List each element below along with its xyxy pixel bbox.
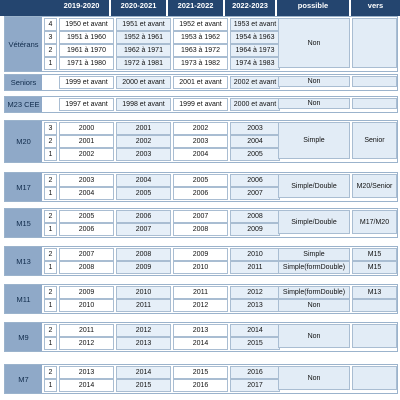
possible-cell: Non — [278, 299, 350, 312]
header-season-1: 2019-2020 — [54, 0, 109, 16]
sub-level: 3 — [44, 31, 57, 44]
category-label: M15 — [5, 209, 42, 237]
year-cell: 2003 — [230, 122, 280, 135]
year-cell: 2008 — [116, 248, 171, 261]
year-cell: 2000 et avant — [116, 76, 171, 89]
year-cell: 1952 et avant — [173, 18, 228, 31]
sub-level: 2 — [44, 174, 57, 187]
category-label: M17 — [5, 173, 42, 201]
year-cell: 2008 — [230, 210, 280, 223]
year-cell: 1962 à 1971 — [116, 44, 171, 57]
possible-cell: Simple/Double — [278, 210, 350, 234]
year-cell: 2007 — [116, 223, 171, 236]
vers-cell: M20/Senior — [352, 174, 397, 198]
year-cell: 1973 à 1982 — [173, 57, 228, 70]
possible-cell: Non — [278, 366, 350, 390]
sub-level: 2 — [44, 324, 57, 337]
category-label: Vétérans — [5, 17, 42, 71]
year-cell: 2011 — [116, 299, 171, 312]
year-cell: 2012 — [59, 337, 114, 350]
year-cell: 2011 — [173, 286, 228, 299]
year-cell: 2006 — [59, 223, 114, 236]
year-cell: 1951 et avant — [116, 18, 171, 31]
year-cell: 2009 — [116, 261, 171, 274]
category-block — [4, 172, 398, 202]
year-cell: 2002 — [173, 122, 228, 135]
year-cell: 2004 — [59, 187, 114, 200]
header-season-2: 2020-2021 — [111, 0, 166, 16]
year-cell: 2007 — [230, 187, 280, 200]
year-cell: 1972 à 1981 — [116, 57, 171, 70]
sub-level: 1 — [44, 379, 57, 392]
possible-cell: Simple(formDouble) — [278, 286, 350, 299]
possible-cell: Simple — [278, 122, 350, 159]
sub-level: 2 — [44, 210, 57, 223]
year-cell: 1997 et avant — [59, 98, 114, 111]
year-cell: 1998 et avant — [116, 98, 171, 111]
year-cell: 1971 à 1980 — [59, 57, 114, 70]
vers-cell: M17/M20 — [352, 210, 397, 234]
year-cell: 2006 — [116, 210, 171, 223]
sub-level: 1 — [44, 261, 57, 274]
year-cell: 2005 — [59, 210, 114, 223]
category-label: M11 — [5, 285, 42, 313]
category-label: M23 CEE — [5, 97, 42, 112]
year-cell: 2001 et avant — [173, 76, 228, 89]
vers-cell: M13 — [352, 286, 397, 299]
sub-level: 1 — [44, 57, 57, 70]
possible-cell: Simple/Double — [278, 174, 350, 198]
category-block — [4, 322, 398, 352]
year-cell: 2006 — [173, 187, 228, 200]
year-cell: 1954 à 1963 — [230, 31, 280, 44]
year-cell: 2002 — [116, 135, 171, 148]
year-cell: 2006 — [230, 174, 280, 187]
year-cell: 2008 — [173, 223, 228, 236]
year-cell: 2012 — [116, 324, 171, 337]
sub-level: 3 — [44, 122, 57, 135]
possible-cell: Non — [278, 76, 350, 87]
category-block — [4, 120, 398, 163]
sub-level: 2 — [44, 286, 57, 299]
vers-cell — [352, 299, 397, 312]
sub-level: 4 — [44, 18, 57, 31]
year-cell: 2004 — [230, 135, 280, 148]
category-block — [4, 16, 398, 72]
year-cell: 2003 — [116, 148, 171, 161]
year-cell: 2010 — [230, 248, 280, 261]
year-cell: 2013 — [230, 299, 280, 312]
category-block — [4, 246, 398, 276]
vers-cell — [352, 76, 397, 87]
year-cell: 2010 — [59, 299, 114, 312]
vers-cell — [352, 366, 397, 390]
year-cell: 2002 et avant — [230, 76, 280, 89]
header-season-4: 2022-2023 — [225, 0, 275, 16]
year-cell: 2015 — [116, 379, 171, 392]
year-cell: 2013 — [59, 366, 114, 379]
year-cell: 2013 — [116, 337, 171, 350]
vers-cell: M15 — [352, 261, 397, 274]
year-cell: 2002 — [59, 148, 114, 161]
year-cell: 2000 — [59, 122, 114, 135]
year-cell: 1999 et avant — [59, 76, 114, 89]
year-cell: 2013 — [173, 324, 228, 337]
year-cell: 2010 — [173, 261, 228, 274]
year-cell: 1952 à 1961 — [116, 31, 171, 44]
sub-level: 1 — [44, 148, 57, 161]
year-cell: 1999 et avant — [173, 98, 228, 111]
category-block — [4, 364, 398, 394]
possible-cell: Simple(formDouble) — [278, 261, 350, 274]
year-cell: 2014 — [59, 379, 114, 392]
vers-cell: M15 — [352, 248, 397, 261]
year-cell: 2005 — [230, 148, 280, 161]
category-block — [4, 74, 398, 91]
year-cell: 1974 à 1983 — [230, 57, 280, 70]
category-label: M20 — [5, 121, 42, 162]
header-vers: vers — [351, 0, 400, 16]
category-label: M13 — [5, 247, 42, 275]
year-cell: 1953 et avant — [230, 18, 280, 31]
year-cell: 2016 — [230, 366, 280, 379]
year-cell: 1950 et avant — [59, 18, 114, 31]
year-cell: 2009 — [59, 286, 114, 299]
year-cell: 2000 et avant — [230, 98, 280, 111]
category-label: Seniors — [5, 75, 42, 90]
category-block — [4, 284, 398, 314]
year-cell: 2003 — [59, 174, 114, 187]
year-cell: 2012 — [230, 286, 280, 299]
year-cell: 2007 — [59, 248, 114, 261]
year-cell: 2008 — [59, 261, 114, 274]
year-cell: 2015 — [230, 337, 280, 350]
year-cell: 2010 — [116, 286, 171, 299]
table-header — [0, 0, 400, 16]
header-possible: possible — [277, 0, 349, 16]
sub-level: 1 — [44, 223, 57, 236]
sub-level: 2 — [44, 366, 57, 379]
possible-cell: Simple — [278, 248, 350, 261]
year-cell: 2004 — [173, 148, 228, 161]
year-cell: 2005 — [116, 187, 171, 200]
year-cell: 2009 — [230, 223, 280, 236]
sub-level: 1 — [44, 187, 57, 200]
year-cell: 2014 — [230, 324, 280, 337]
vers-cell — [352, 324, 397, 348]
year-cell: 2005 — [173, 174, 228, 187]
possible-cell: Non — [278, 18, 350, 68]
sub-level: 2 — [44, 248, 57, 261]
possible-cell: Non — [278, 98, 350, 109]
year-cell: 1953 à 1962 — [173, 31, 228, 44]
year-cell: 2007 — [173, 210, 228, 223]
year-cell: 2001 — [116, 122, 171, 135]
vers-cell — [352, 98, 397, 109]
year-cell: 2004 — [116, 174, 171, 187]
year-cell: 2011 — [230, 261, 280, 274]
sub-level: 2 — [44, 44, 57, 57]
year-cell: 2011 — [59, 324, 114, 337]
year-cell: 2015 — [173, 366, 228, 379]
possible-cell: Non — [278, 324, 350, 348]
category-block — [4, 208, 398, 238]
year-cell: 1963 à 1972 — [173, 44, 228, 57]
year-cell: 2017 — [230, 379, 280, 392]
header-season-3: 2021-2022 — [168, 0, 223, 16]
year-cell: 1964 à 1973 — [230, 44, 280, 57]
category-label: M7 — [5, 365, 42, 393]
year-cell: 2012 — [173, 299, 228, 312]
year-cell: 2016 — [173, 379, 228, 392]
year-cell: 2003 — [173, 135, 228, 148]
vers-cell — [352, 18, 397, 68]
sub-level: 2 — [44, 135, 57, 148]
sub-level: 1 — [44, 337, 57, 350]
year-cell: 1951 à 1960 — [59, 31, 114, 44]
sub-level: 1 — [44, 299, 57, 312]
category-block — [4, 96, 398, 113]
vers-cell: Senior — [352, 122, 397, 159]
year-cell: 2001 — [59, 135, 114, 148]
category-label: M9 — [5, 323, 42, 351]
year-cell: 2009 — [173, 248, 228, 261]
year-cell: 2014 — [116, 366, 171, 379]
header-corner — [0, 0, 54, 16]
year-cell: 1961 à 1970 — [59, 44, 114, 57]
year-cell: 2014 — [173, 337, 228, 350]
